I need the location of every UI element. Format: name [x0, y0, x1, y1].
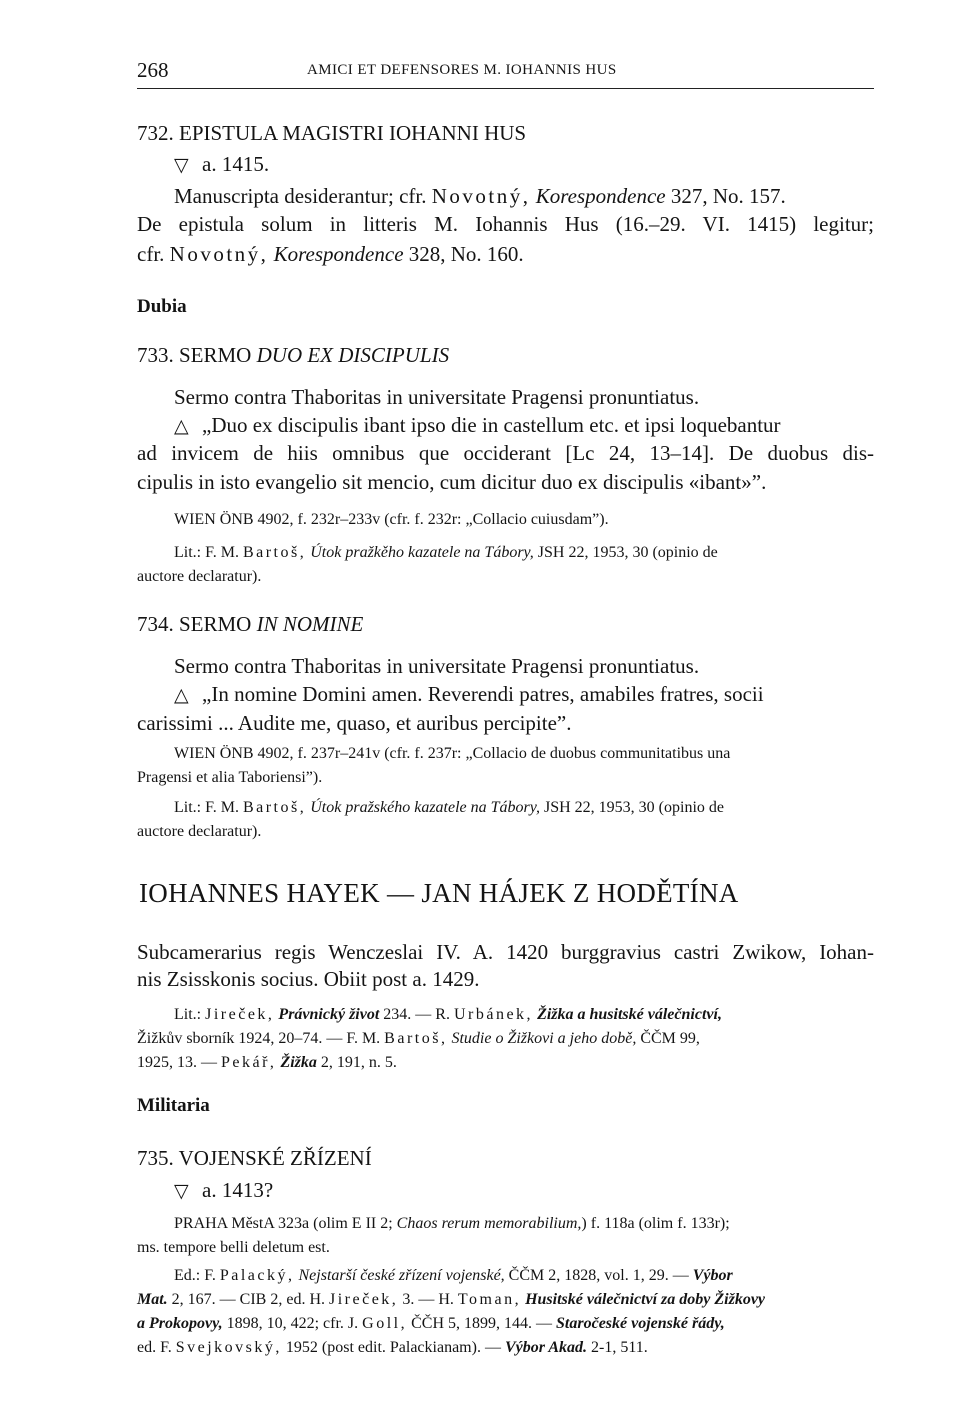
triangle-down-icon: ▽	[174, 1181, 189, 1202]
entry-735-manuscript: PRAHA MěstA 323a (olim E II 2; Chaos rerum memorabilium,) f. 118a (olim f. 133r);	[174, 1215, 730, 1232]
entry-732-line: Manuscripta desiderantur; cfr. Novotný, Korespondence 327, No. 157.	[174, 184, 786, 208]
entry-733-line: ad invicem de hiis omnibus que occiderant [Lc 24, 13–14]. De duobus dis-	[137, 441, 874, 465]
entry-734-literature: auctore declaratur).	[137, 823, 262, 840]
entry-735-title: 735. VOJENSKÉ ZŘÍZENÍ	[137, 1146, 372, 1170]
entry-735-editions: a Prokopovy, 1898, 10, 422; cfr. J. Goll, ČČH 5, 1899, 144. — Staročeské vojenské řády,	[137, 1315, 725, 1332]
entry-735-manuscript: ms. tempore belli deletum est.	[137, 1239, 330, 1256]
entry-732-date: ▽ a. 1415.	[174, 151, 269, 179]
entry-733-title: 733. SERMO DUO EX DISCIPULIS	[137, 343, 450, 367]
entry-733-literature: auctore declaratur).	[137, 568, 262, 585]
author-literature: 1925, 13. — Pekář, Žižka 2, 191, n. 5.	[137, 1054, 397, 1071]
entry-733-line: △ „Duo ex discipulis ibant ipso die in castellum etc. et ipsi loquebantur	[174, 412, 781, 440]
entry-734-line: carissimi ... Audite me, quaso, et auribus percipite”.	[137, 711, 572, 735]
entry-732-line: cfr. Novotný, Korespondence 328, No. 160.	[137, 242, 524, 266]
author-bio: Subcamerarius regis Wenczeslai IV. A. 1420 burggravius castri Zwikow, Iohan-	[137, 940, 874, 964]
entry-735-date: ▽ a. 1413?	[174, 1177, 273, 1205]
entry-733-line: cipulis in isto evangelio sit mencio, cum dicitur duo ex discipulis «ibant»”.	[137, 470, 767, 494]
entry-735-editions: Ed.: F. Palacký, Nejstarší české zřízení vojenské, ČČM 2, 1828, vol. 1, 29. — Výbor	[174, 1267, 733, 1284]
page-header	[137, 58, 874, 89]
entry-734-literature: Lit.: F. M. Bartoš, Útok pražského kazatele na Tábory, JSH 22, 1953, 30 (opinio de	[174, 799, 724, 816]
entry-732-title: 732. EPISTULA MAGISTRI IOHANNI HUS	[137, 121, 527, 145]
author-literature: Žižkův sborník 1924, 20–74. — F. M. Bartoš, Studie o Žižkovi a jeho době, ČČM 99,	[137, 1030, 700, 1047]
entry-734-line: Sermo contra Thaboritas in universitate Pragensi pronuntiatus.	[174, 654, 700, 678]
running-title: AMICI ET DEFENSORES M. IOHANNIS HUS	[307, 62, 617, 78]
author-heading: IOHANNES HAYEK — JAN HÁJEK Z HODĚTÍNA	[139, 878, 739, 908]
author-bio: nis Zsisskonis socius. Obiit post a. 1429.	[137, 967, 480, 991]
section-dubia: Dubia	[137, 296, 187, 317]
triangle-up-icon: △	[174, 685, 189, 706]
triangle-down-icon: ▽	[174, 155, 189, 176]
page-number: 268	[137, 58, 169, 82]
entry-734-title: 734. SERMO IN NOMINE	[137, 612, 364, 636]
entry-735-editions: ed. F. Svejkovský, 1952 (post edit. Palackianam). — Výbor Akad. 2-1, 511.	[137, 1339, 648, 1356]
entry-734-line: △ „In nomine Domini amen. Reverendi patres, amabiles fratres, socii	[174, 681, 764, 709]
entry-733-literature: Lit.: F. M. Bartoš, Útok pražkěho kazatele na Tábory, JSH 22, 1953, 30 (opinio de	[174, 544, 718, 561]
entry-733-manuscript: WIEN ÖNB 4902, f. 232r–233v (cfr. f. 232r: „Collacio cuiusdam”).	[174, 511, 609, 528]
entry-733-line: Sermo contra Thaboritas in universitate Pragensi pronuntiatus.	[174, 385, 700, 409]
section-militaria: Militaria	[137, 1095, 210, 1116]
entry-735-editions: Mat. 2, 167. — CIB 2, ed. H. Jireček, 3. — H. Toman, Husitské válečnictví za doby Žižkovy	[137, 1291, 766, 1308]
entry-734-manuscript: WIEN ÖNB 4902, f. 237r–241v (cfr. f. 237r: „Collacio de duobus communitatibus una	[174, 745, 731, 762]
triangle-up-icon: △	[174, 416, 189, 437]
author-literature: Lit.: Jireček, Právnický život 234. — R. Urbánek, Žižka a husitské válečnictví,	[174, 1006, 722, 1023]
entry-732-line: De epistula solum in litteris M. Iohannis Hus (16.–29. VI. 1415) legitur;	[137, 212, 874, 236]
entry-734-manuscript: Pragensi et alia Taboriensi”).	[137, 769, 323, 786]
